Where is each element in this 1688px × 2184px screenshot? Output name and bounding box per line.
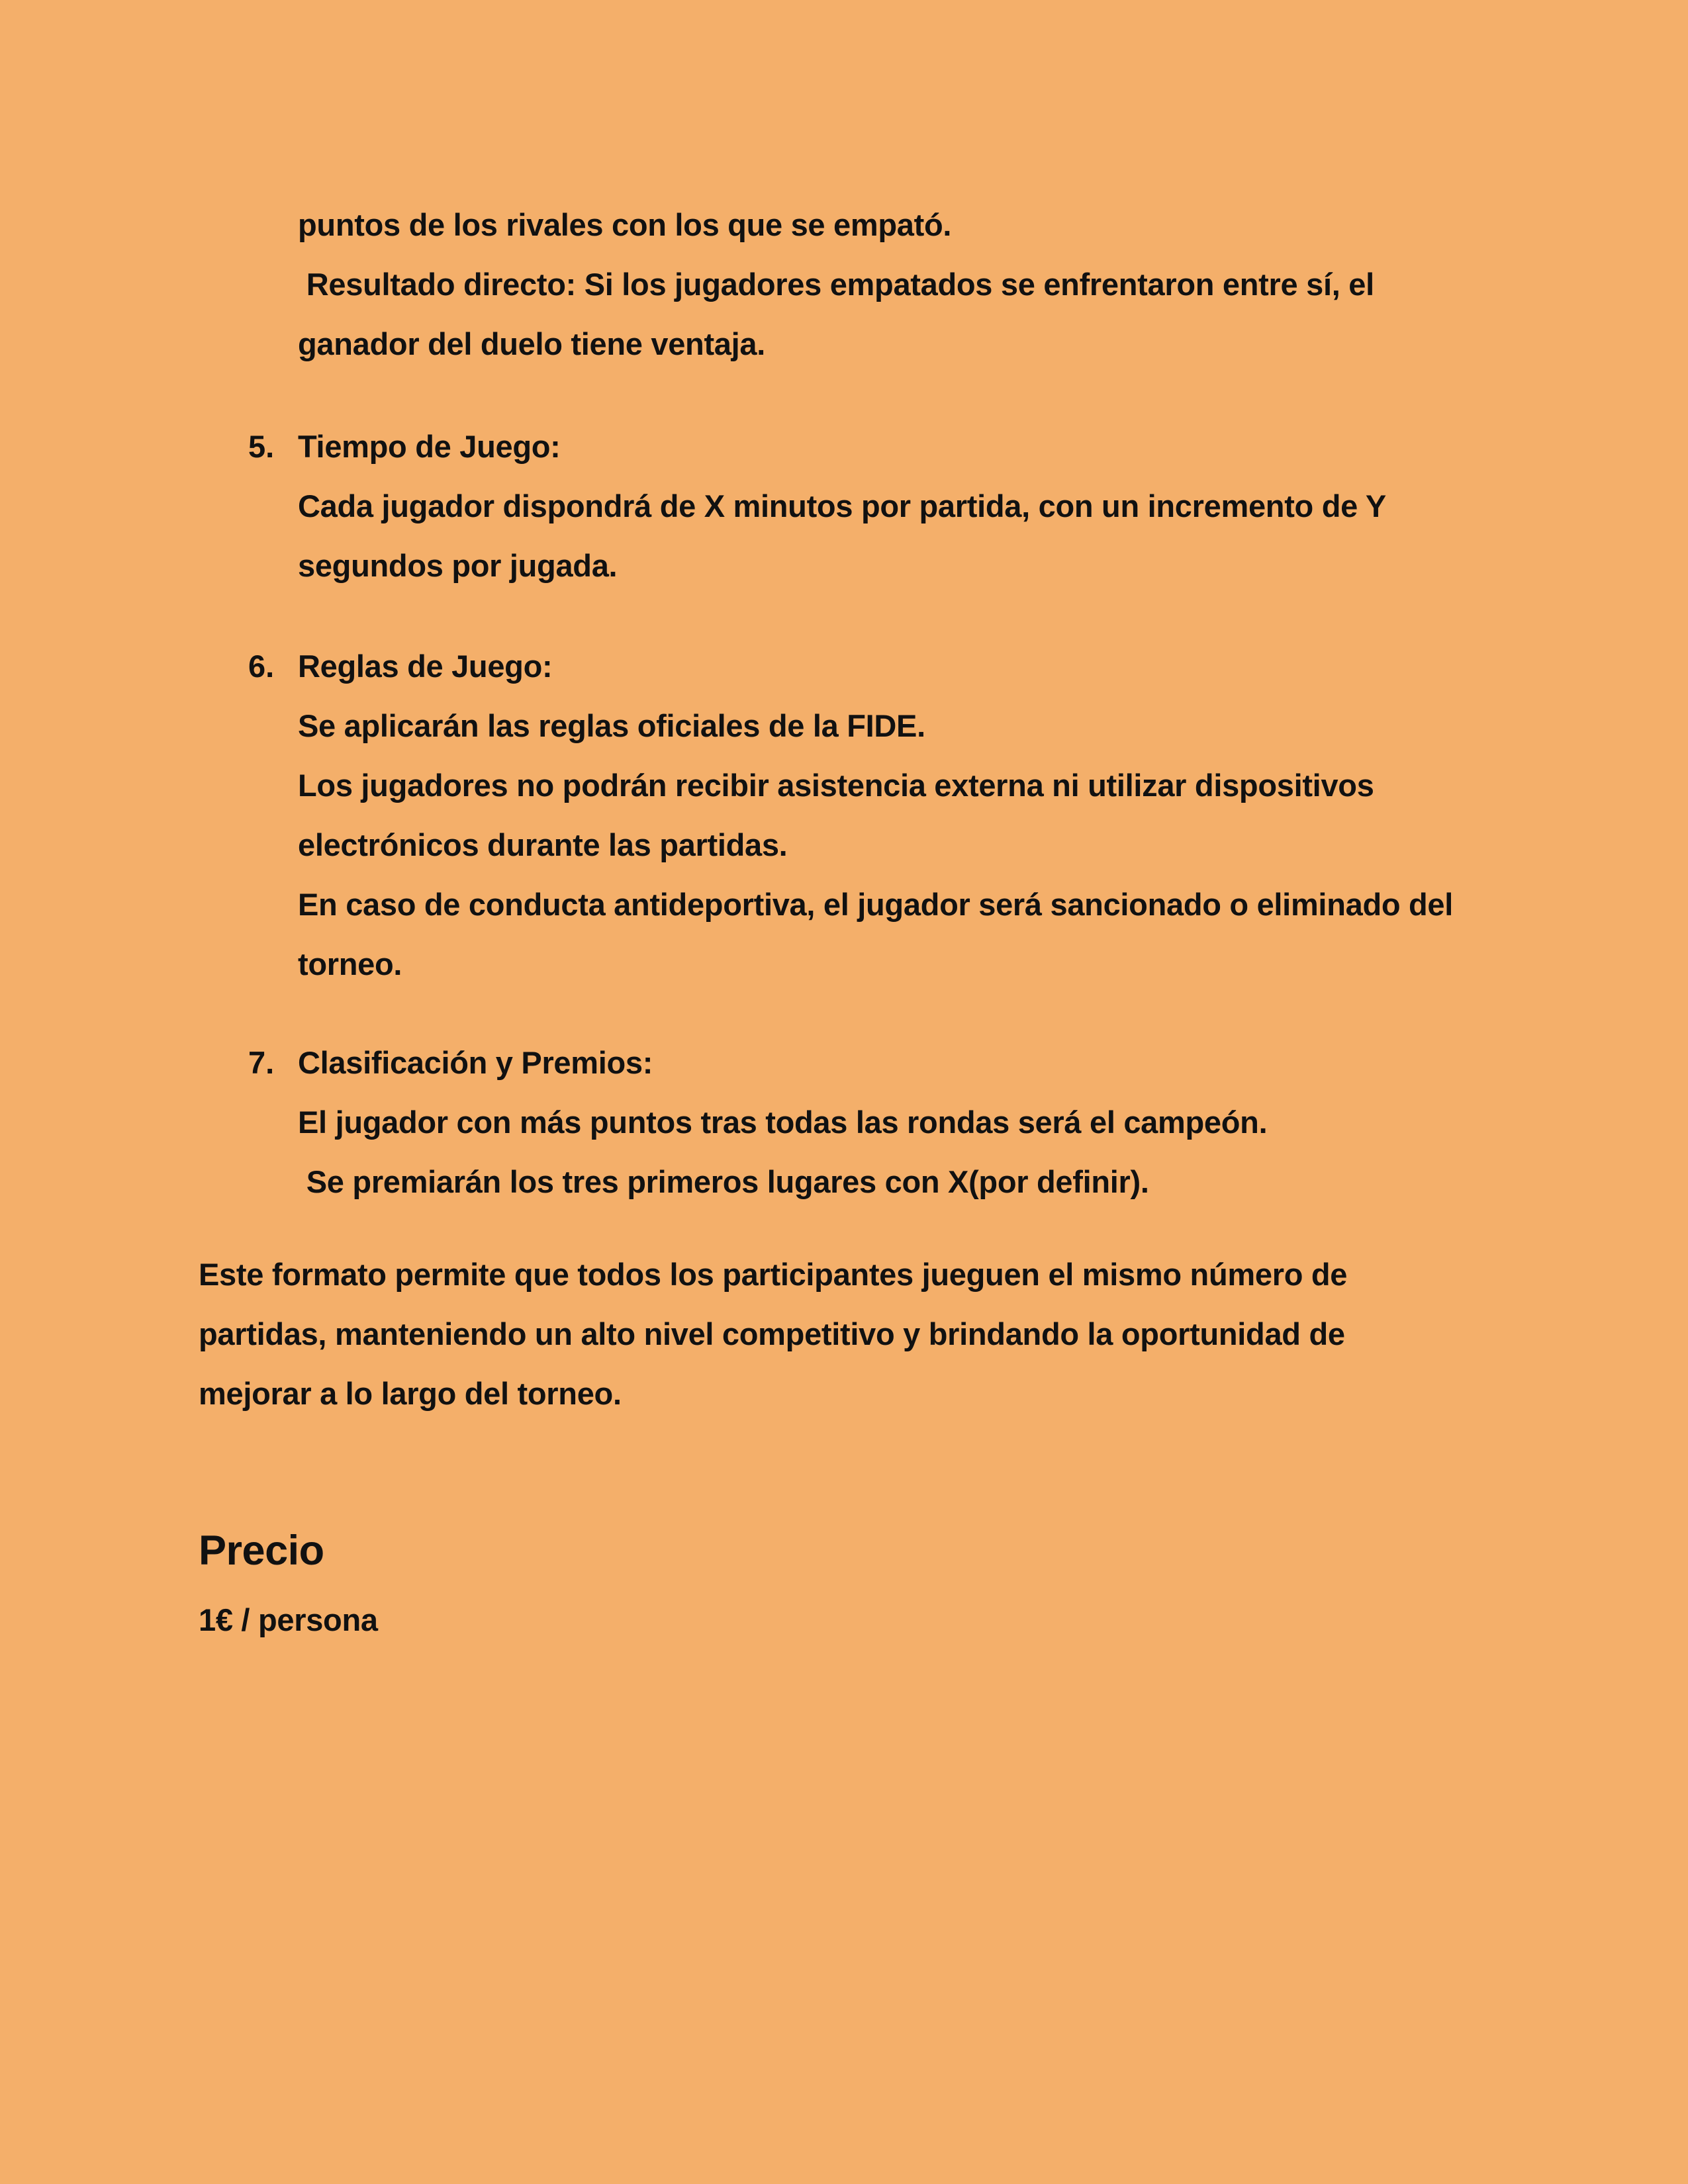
section-7-text: El jugador con más puntos tras todas las rondas será el campeón. <box>298 1105 1268 1140</box>
price-value: 1€ / persona <box>199 1602 378 1637</box>
section-5-title: Tiempo de Juego: <box>298 429 561 464</box>
summary-text: partidas, manteniendo un alto nivel competitivo y brindando la oportunidad de <box>199 1316 1345 1351</box>
section-6-text: torneo. <box>298 946 402 981</box>
section-7-number: 7. <box>248 1045 275 1080</box>
section-5-text: Cada jugador dispondrá de X minutos por partida, con un incremento de Y <box>298 488 1386 523</box>
price-heading: Precio <box>199 1527 324 1574</box>
tiebreak-continuation-text: puntos de los rivales con los que se empató. <box>298 207 952 242</box>
section-6-title: Reglas de Juego: <box>298 649 553 684</box>
summary-text: mejorar a lo largo del torneo. <box>199 1376 622 1411</box>
summary-text: Este formato permite que todos los participantes jueguen el mismo número de <box>199 1257 1348 1292</box>
section-5-number: 5. <box>248 429 275 464</box>
section-7-title: Clasificación y Premios: <box>298 1045 653 1080</box>
section-7-text: Se premiarán los tres primeros lugares con X(por definir). <box>298 1164 1149 1199</box>
direct-result-text-cont: ganador del duelo tiene ventaja. <box>298 326 766 361</box>
section-6-text: En caso de conducta antideportiva, el jugador será sancionado o eliminado del <box>298 887 1454 922</box>
section-6-text: Se aplicarán las reglas oficiales de la FIDE. <box>298 708 925 743</box>
section-6-text: Los jugadores no podrán recibir asistencia externa ni utilizar dispositivos <box>298 768 1374 803</box>
section-6-number: 6. <box>248 649 275 684</box>
section-6-text: electrónicos durante las partidas. <box>298 827 788 862</box>
direct-result-text: Resultado directo: Si los jugadores empatados se enfrentaron entre sí, el <box>298 267 1374 302</box>
section-5-text: segundos por jugada. <box>298 548 618 583</box>
